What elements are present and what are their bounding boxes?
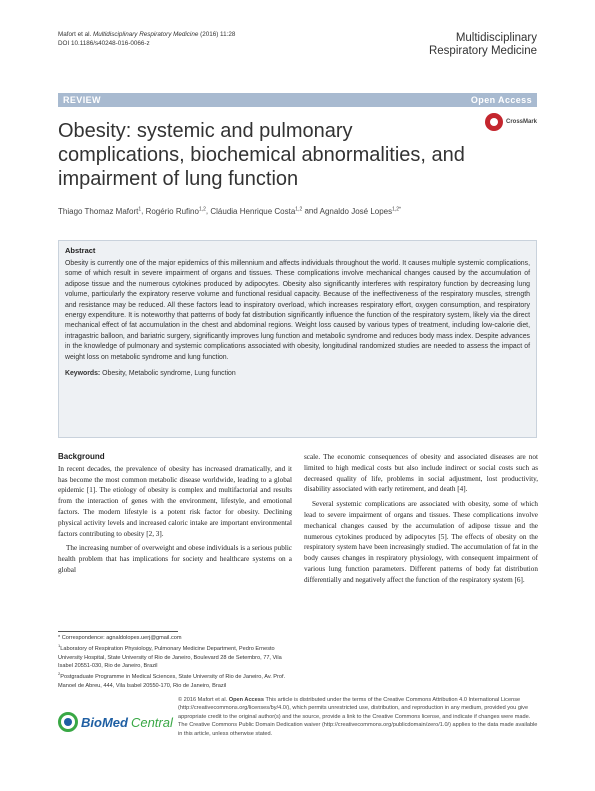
author[interactable]: Thiago Thomaz Mafort$^1$	[58, 206, 142, 216]
keywords-label: Keywords:	[65, 370, 101, 378]
crossmark-badge[interactable]	[485, 113, 537, 131]
citation-journal: Multidisciplinary Respiratory Medicine	[93, 31, 199, 38]
body-paragraph: scale. The economic consequences of obesity and associated diseases are not limited to high medical costs but also include indirect or social costs such as decreased quality of life, problems in social adjustment, lost productivity, disability associated with early retirement, and death [4].	[304, 453, 538, 494]
article-type: REVIEW	[63, 95, 101, 105]
citation-authors: Mafort et al.	[58, 31, 93, 38]
abstract-text: Obesity is currently one of the major epidemics of this millennium and affects individuals throughout the world. It causes multiple systemic complications, some of which result in severe impairment of organs and tissues. These complications involve mechanical changes caused by the accumulation of adipose tissue and the numerous cytokines produced by adipocytes. Obesity also significantly interferes with respiratory function by decreasing lung volume, particularly the expiratory reserve volume and functional residual capacity. Because of the ineffectiveness of the respiratory muscles, strength and resistance may be reduced. All these factors lead to inspiratory overload, which increases respiratory effort, oxygen consumption, and respiratory energy expenditure. It is noteworthy that patterns of body fat distribution significantly influence the function of the respiratory system, likely via the direct mechanical effect of fat accumulation in the chest and abdominal regions. Weight loss caused by various types of treatment, including low-calorie diet, intragastric balloon, and bariatric surgery, significantly improves lung function and metabolic syndrome and reduces body mass index. Despite advances in the knowledge of pulmonary and systemic complications associated with obesity, longitudinal randomized studies are needed to assess the impact of weight loss on metabolic syndrome and lung function.	[65, 260, 530, 361]
author[interactable]: Agnaldo José Lopes$^{1,2*}$	[319, 206, 402, 216]
journal-name	[429, 32, 537, 58]
abstract-heading: Abstract	[65, 246, 96, 255]
body-left-column	[58, 452, 292, 580]
biomed-central-icon	[58, 712, 78, 732]
biomed-central-logo	[58, 712, 173, 732]
author[interactable]: Cláudia Henrique Costa$^{1,2}$	[210, 206, 303, 216]
license-text: This article is distributed under the terms of the Creative Commons Attribution 4.0 International License (http://creativecommons.org/licenses/by/4.0/), which permits unrestricted use, distribution, and reproduction in any medium, provided you give appropriate credit to the original author(s) and the source, provide a link to the Creative Commons license, and indicate if changes were made. The Creative Commons Public Domain Dedication waiver (http://creativecommons.org/publicdomain/zero/1.0/) applies to the data made available in this article, unless otherwise stated.	[178, 697, 538, 737]
keywords	[65, 369, 530, 379]
author-list: Thiago Thomaz Mafort$^1$, Rogério Rufino$^{1,2}$, Cláudia Henrique Costa$^{1,2}$ and Agnaldo José Lopes$^{1,2*}$	[58, 206, 402, 216]
body-right-column	[304, 452, 538, 590]
article-type-banner	[58, 93, 537, 107]
author[interactable]: Rogério Rufino$^{1,2}$	[145, 206, 206, 216]
copyright: © 2016 Mafort et al.	[178, 697, 229, 703]
citation	[58, 30, 235, 48]
section-heading-background: Background	[58, 452, 105, 461]
logo-text-central: Central	[130, 714, 173, 730]
affiliation-2: $^2$Postgraduate Programme in Medical Sciences, State University of Rio de Janeiro, Av. Prof. Manoel de Abreu, 444, Vila Isabel 20550-170, Rio de Janeiro, Brazil	[58, 671, 286, 689]
footnotes	[58, 634, 292, 690]
correspondence[interactable]: * Correspondence: agnaldolopes.uerj@gmail.com	[58, 635, 182, 641]
body-paragraph: Several systemic complications are associated with obesity, some of which lead to severe impairment of organs and tissues. These complications involve mechanical changes caused by the accumulation of adipose tissue and the numerous cytokines produced by adipocytes [5]. The effects of obesity on the respiratory system have been increasingly studied. The accumulation of fat in the body causes changes in respiratory physiology, with consequent impairment of various lung function parameters. Different patterns of body fat distribution differentially and negatively affect the function of the respiratory system [6].	[304, 500, 538, 584]
journal-name-line2: Respiratory Medicine	[428, 45, 537, 57]
journal-name-line1: Multidisciplinary	[455, 32, 537, 44]
logo-text-biomed: BioMed	[81, 714, 128, 730]
citation-volume: (2016) 11:28	[198, 31, 236, 38]
abstract-box	[58, 240, 537, 438]
doi[interactable]: DOI 10.1186/s40248-016-0066-z	[58, 40, 150, 47]
open-access-label: Open Access	[228, 697, 265, 703]
open-access-label: Open Access	[470, 95, 532, 105]
body-paragraph: The increasing number of overweight and obese individuals is a serious public health problem that has implications for society and healthcare systems on a global	[58, 544, 292, 574]
crossmark-label: CrossMark	[506, 119, 538, 125]
crossmark-icon	[485, 113, 503, 131]
keywords-list: Obesity, Metabolic syndrome, Lung function	[100, 370, 236, 378]
body-paragraph: In recent decades, the prevalence of obesity has increased dramatically, and it has become the most common metabolic disease worldwide, leading to a global epidemic [1]. The etiology of obesity is complex and multifactorial and results from the interaction of genes with the environment, lifestyle, and emotional factors. The modern lifestyle is a potent risk factor for obesity. Declining physical activity levels and increased caloric intake are important environmental factors contributing to obesity [2, 3].	[58, 464, 292, 538]
affiliation-1: $^1$Laboratory of Respiration Physiology, Pulmonary Medicine Department, Pedro Ernesto University Hospital, State University of Rio de Janeiro, Boulevard 28 de Setembro, 77, Vila Isabel 20551-030, Rio de Janeiro, Brazil	[58, 643, 282, 670]
article-title: Obesity: systemic and pulmonary complications, biochemical abnormalities, and impairment of lung function	[58, 120, 465, 190]
license-statement	[178, 696, 538, 738]
footnote-divider	[58, 631, 178, 632]
